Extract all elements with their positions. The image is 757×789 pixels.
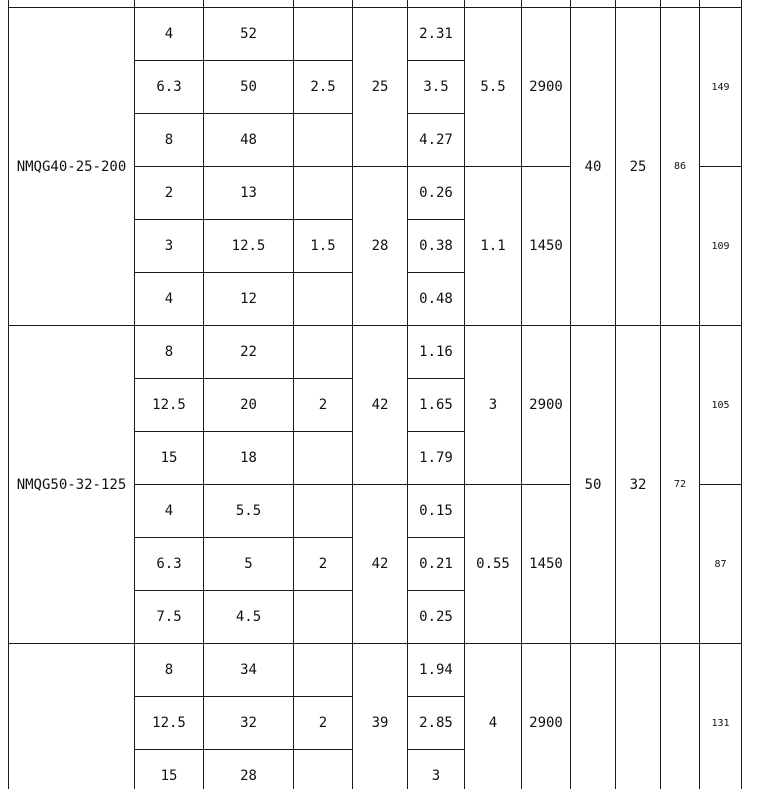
head-cell: 18 [204, 432, 294, 485]
weight-cell: 87 [700, 485, 742, 644]
flow-cell: 3 [135, 220, 204, 273]
npsh-cell [294, 644, 353, 697]
flow-cell: 7.5 [135, 591, 204, 644]
head-cell: 12.5 [204, 220, 294, 273]
shaft-power-cell: 1.79 [408, 432, 465, 485]
npsh-cell: 2 [294, 538, 353, 591]
npsh-cell: 2.5 [294, 61, 353, 114]
pump-spec-table [8, 0, 742, 789]
npsh-cell: 1.5 [294, 220, 353, 273]
npsh-cell [294, 432, 353, 485]
flow-cell: 4 [135, 485, 204, 538]
flow-cell: 6.3 [135, 61, 204, 114]
weight-cell [700, 0, 742, 8]
shaft-power-cell [408, 0, 465, 8]
inlet-diameter-cell: 40 [571, 8, 616, 326]
pump-spec-body [9, 0, 742, 789]
speed-cell: 1450 [522, 167, 571, 326]
size-number-cell: 86 [661, 8, 700, 326]
flow-cell: 6.3 [135, 538, 204, 591]
head-cell: 4.5 [204, 591, 294, 644]
inlet-diameter-cell [571, 0, 616, 8]
head-cell: 52 [204, 8, 294, 61]
motor-power-cell: 0.55 [465, 485, 522, 644]
npsh-cell [294, 485, 353, 538]
outlet-diameter-cell: 32 [616, 326, 661, 644]
npsh-cell [294, 0, 353, 8]
npsh-cell: 2 [294, 379, 353, 432]
shaft-power-cell: 3.5 [408, 61, 465, 114]
size-number-cell [661, 0, 700, 8]
npsh-cell [294, 114, 353, 167]
table-row [9, 8, 742, 61]
size-number-cell [661, 644, 700, 789]
npsh-cell [294, 273, 353, 326]
motor-power-cell: 4 [465, 644, 522, 789]
efficiency-cell: 25 [353, 8, 408, 167]
motor-power-cell: 1.1 [465, 167, 522, 326]
weight-cell: 105 [700, 326, 742, 485]
shaft-power-cell: 0.25 [408, 591, 465, 644]
weight-cell: 131 [700, 644, 742, 789]
inlet-diameter-cell: 50 [571, 326, 616, 644]
model-cell: NMQG50-32-125 [9, 326, 135, 644]
npsh-cell: 2 [294, 697, 353, 750]
head-cell: 32 [204, 697, 294, 750]
flow-cell: 12.5 [135, 697, 204, 750]
npsh-cell [294, 750, 353, 789]
speed-cell: 2900 [522, 8, 571, 167]
size-number-cell: 72 [661, 326, 700, 644]
speed-cell: 1450 [522, 485, 571, 644]
shaft-power-cell: 1.16 [408, 326, 465, 379]
shaft-power-cell: 2.85 [408, 697, 465, 750]
efficiency-cell: 39 [353, 644, 408, 789]
flow-cell: 12.5 [135, 379, 204, 432]
efficiency-cell [353, 0, 408, 8]
flow-cell: 2 [135, 167, 204, 220]
head-cell: 5.5 [204, 485, 294, 538]
flow-cell: 15 [135, 750, 204, 789]
flow-cell [135, 0, 204, 8]
weight-cell: 149 [700, 8, 742, 167]
npsh-cell [294, 167, 353, 220]
head-cell [204, 0, 294, 8]
npsh-cell [294, 326, 353, 379]
table-row [9, 644, 742, 697]
flow-cell: 4 [135, 273, 204, 326]
efficiency-cell: 28 [353, 167, 408, 326]
head-cell: 13 [204, 167, 294, 220]
shaft-power-cell: 3 [408, 750, 465, 789]
head-cell: 22 [204, 326, 294, 379]
shaft-power-cell: 1.65 [408, 379, 465, 432]
flow-cell: 4 [135, 8, 204, 61]
head-cell: 20 [204, 379, 294, 432]
head-cell: 48 [204, 114, 294, 167]
motor-power-cell [465, 0, 522, 8]
inlet-diameter-cell [571, 644, 616, 789]
npsh-cell [294, 591, 353, 644]
outlet-diameter-cell [616, 0, 661, 8]
motor-power-cell: 5.5 [465, 8, 522, 167]
head-cell: 50 [204, 61, 294, 114]
table-row [9, 0, 742, 8]
efficiency-cell: 42 [353, 485, 408, 644]
motor-power-cell: 3 [465, 326, 522, 485]
weight-cell: 109 [700, 167, 742, 326]
speed-cell: 2900 [522, 326, 571, 485]
flow-cell: 8 [135, 326, 204, 379]
head-cell: 5 [204, 538, 294, 591]
head-cell: 12 [204, 273, 294, 326]
outlet-diameter-cell: 25 [616, 8, 661, 326]
shaft-power-cell: 0.26 [408, 167, 465, 220]
model-cell: NMQG40-25-200 [9, 8, 135, 326]
shaft-power-cell: 0.48 [408, 273, 465, 326]
flow-cell: 8 [135, 114, 204, 167]
efficiency-cell: 42 [353, 326, 408, 485]
head-cell: 34 [204, 644, 294, 697]
shaft-power-cell: 0.21 [408, 538, 465, 591]
shaft-power-cell: 1.94 [408, 644, 465, 697]
shaft-power-cell: 0.15 [408, 485, 465, 538]
model-cell [9, 644, 135, 789]
shaft-power-cell: 4.27 [408, 114, 465, 167]
shaft-power-cell: 0.38 [408, 220, 465, 273]
head-cell: 28 [204, 750, 294, 789]
model-cell [9, 0, 135, 8]
npsh-cell [294, 8, 353, 61]
flow-cell: 15 [135, 432, 204, 485]
outlet-diameter-cell [616, 644, 661, 789]
table-row [9, 326, 742, 379]
shaft-power-cell: 2.31 [408, 8, 465, 61]
flow-cell: 8 [135, 644, 204, 697]
speed-cell: 2900 [522, 644, 571, 789]
speed-cell [522, 0, 571, 8]
